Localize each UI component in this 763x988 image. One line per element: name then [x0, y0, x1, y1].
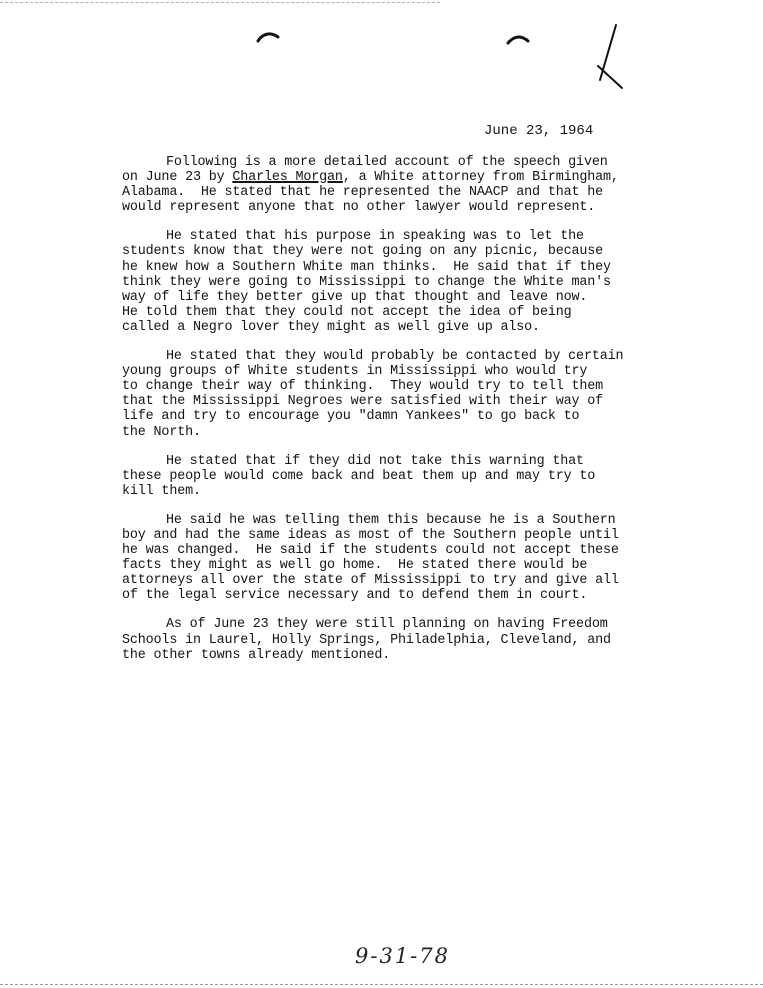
paragraph-6 — [122, 617, 702, 662]
document-date: June 23, 1964 — [484, 123, 594, 139]
paragraph-4 — [122, 454, 702, 499]
text-line: boy and had the same ideas as most of the Southern people until — [122, 527, 619, 543]
text-line: Following is a more detailed account of the speech given — [166, 155, 608, 170]
text-line: students know that they were not going on any picnic, because — [122, 244, 604, 260]
text-line: way of life they better give up that thought and leave now. — [122, 289, 588, 305]
text-line: think they were going to Mississippi to change the White man's — [122, 274, 611, 290]
handwritten-tick-mark — [255, 30, 281, 44]
text-line: young groups of White students in Mississippi who would try — [122, 364, 588, 380]
paragraph-5 — [122, 513, 702, 604]
paragraph-2 — [122, 229, 702, 335]
text-line: would represent anyone that no other lawyer would represent. — [122, 200, 596, 216]
handwritten-x-mark — [592, 22, 634, 92]
text-line: life and try to encourage you "damn Yankees" to go back to — [122, 409, 580, 425]
text-line: he knew how a Southern White man thinks. He said that if they — [122, 259, 611, 275]
text-line: He stated that they would probably be contacted by certain — [166, 349, 624, 365]
top-dashed-edge — [0, 2, 440, 3]
line-prefix: on June 23 by — [122, 170, 233, 186]
text-line: the North. — [122, 424, 201, 440]
text-line: he was changed. He said if the students could not accept these — [122, 543, 619, 559]
text-line: He said he was telling them this because he is a Southern — [166, 512, 616, 528]
text-line: that the Mississippi Negroes were satisfied with their way of — [122, 394, 604, 410]
text-line: attorneys all over the state of Mississippi to try and give all — [122, 573, 619, 589]
text-line: the other towns already mentioned. — [122, 647, 391, 663]
text-line: Schools in Laurel, Holly Springs, Philadelphia, Cleveland, and — [122, 632, 611, 648]
text-line: to change their way of thinking. They would try to tell them — [122, 379, 604, 395]
paragraph-3 — [122, 349, 702, 440]
text-line: Alabama. He stated that he represented the NAACP and that he — [122, 185, 604, 201]
bottom-dashed-edge — [0, 984, 763, 985]
text-line: of the legal service necessary and to defend them in court. — [122, 588, 588, 604]
document-body — [122, 155, 702, 677]
handwritten-file-number: 9-31-78 — [355, 944, 450, 968]
text-line: called a Negro lover they might as well give up also. — [122, 319, 540, 335]
text-line: He told them that they could not accept the idea of being — [122, 304, 572, 320]
text-line: He stated that his purpose in speaking was to let the — [166, 229, 584, 245]
handwritten-tick-mark — [505, 33, 531, 46]
text-line: As of June 23 they were still planning on having Freedom — [166, 617, 608, 633]
text-line: facts they might as well go home. He stated there would be — [122, 558, 588, 574]
text-line: these people would come back and beat them up and may try to — [122, 468, 596, 484]
text-line-with-name — [122, 170, 702, 185]
text-line: kill them. — [122, 483, 201, 499]
line-suffix: , a White attorney from Birmingham, — [342, 170, 619, 186]
paragraph-1 — [122, 155, 702, 215]
text-line: He stated that if they did not take this warning that — [166, 453, 584, 469]
underlined-name: Charles Morgan — [232, 170, 343, 186]
